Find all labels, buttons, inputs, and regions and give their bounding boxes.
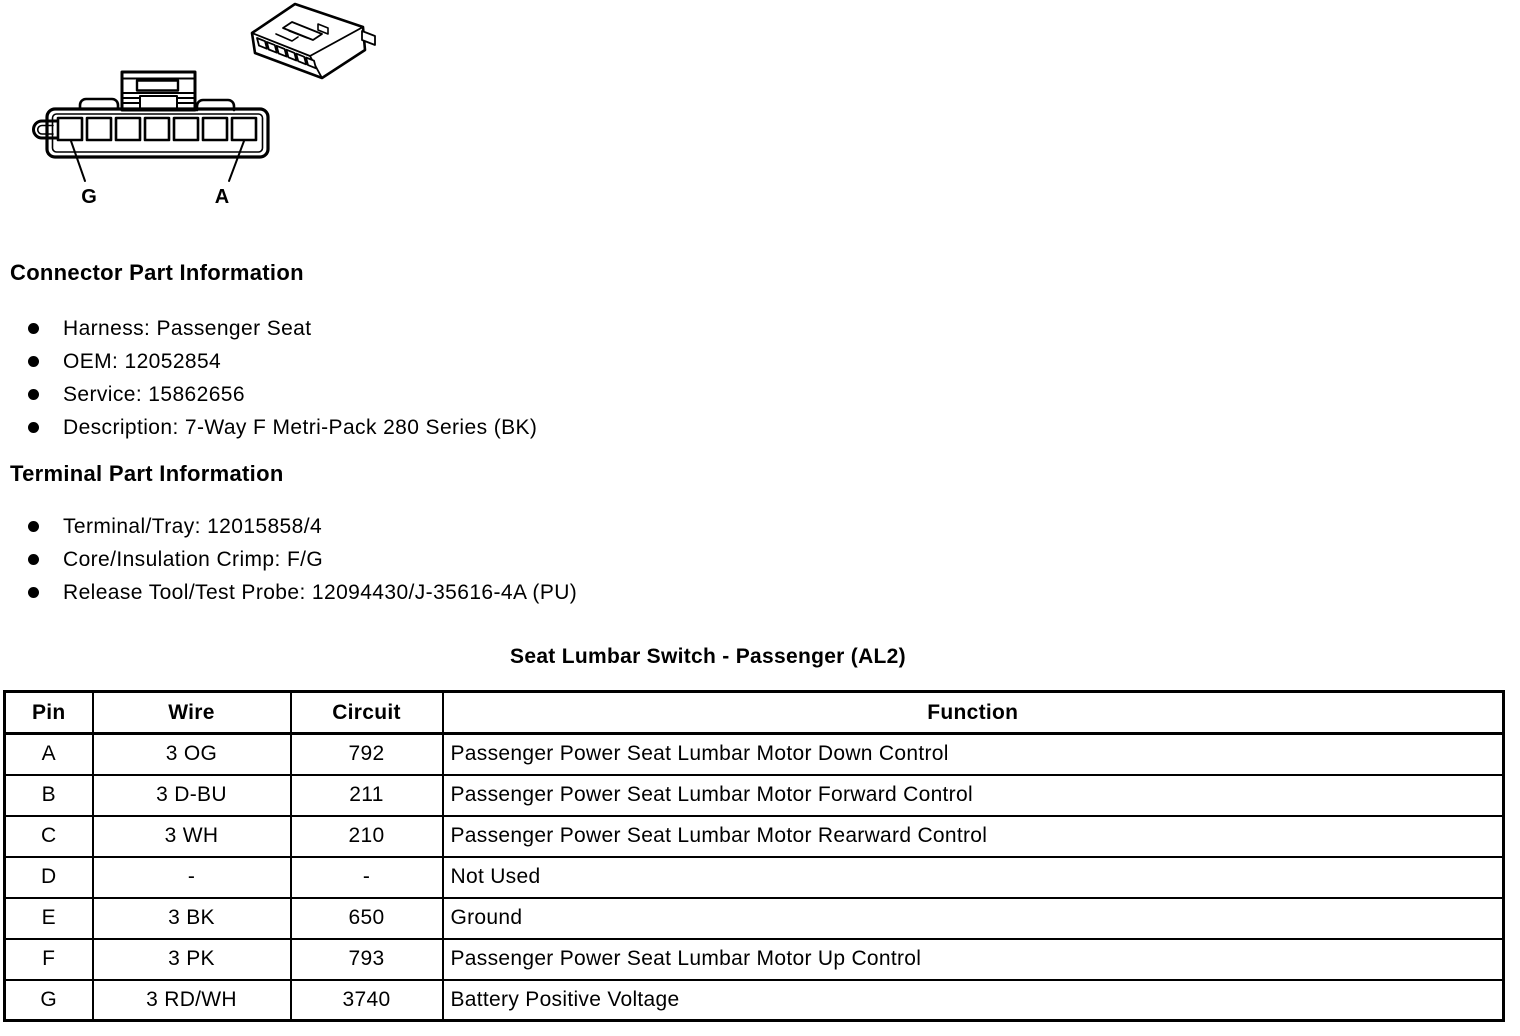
circuit-cell: 793: [291, 939, 443, 980]
terminal-part-info-heading: Terminal Part Information: [10, 461, 284, 486]
function-cell: Passenger Power Seat Lumbar Motor Down Control: [443, 734, 1504, 775]
list-item-label: Terminal/Tray: 12015858/4: [63, 514, 323, 538]
table-header-row: [5, 692, 1504, 734]
pinout-table-title: Seat Lumbar Switch - Passenger (AL2): [510, 645, 906, 668]
circuit-cell: 650: [291, 898, 443, 939]
list-item: [10, 543, 577, 576]
circuit-column-header: Circuit: [291, 692, 443, 734]
circuit-cell: 210: [291, 816, 443, 857]
table-row: [5, 857, 1504, 898]
wire-cell: 3 BK: [93, 898, 291, 939]
circuit-cell: 211: [291, 775, 443, 816]
function-column-header: Function: [443, 692, 1504, 734]
terminal-part-info-list: [10, 510, 577, 609]
list-item-label: OEM: 12052854: [63, 349, 222, 373]
connector-isometric-view: [252, 4, 375, 78]
function-cell: Passenger Power Seat Lumbar Motor Rearward Control: [443, 816, 1504, 857]
list-item-label: Service: 15862656: [63, 382, 245, 406]
pin-cell: G: [5, 980, 93, 1021]
function-cell: Passenger Power Seat Lumbar Motor Forward Control: [443, 775, 1504, 816]
pinout-table: [3, 690, 1505, 1022]
list-item: [10, 312, 537, 345]
list-item: [10, 576, 577, 609]
list-item: [10, 411, 537, 444]
a-pin-label: A: [214, 186, 230, 208]
bullet-icon: [28, 389, 39, 400]
list-item-label: Harness: Passenger Seat: [63, 316, 312, 340]
bullet-icon: [28, 422, 39, 433]
list-item: [10, 345, 537, 378]
pin-cell: D: [5, 857, 93, 898]
pin-cell: A: [5, 734, 93, 775]
function-cell: Passenger Power Seat Lumbar Motor Up Control: [443, 939, 1504, 980]
function-cell: Not Used: [443, 857, 1504, 898]
circuit-cell: -: [291, 857, 443, 898]
function-cell: Ground: [443, 898, 1504, 939]
leader-line-g: [71, 141, 85, 181]
pin-cell: C: [5, 816, 93, 857]
pin-column-header: Pin: [5, 692, 93, 734]
wire-cell: -: [93, 857, 291, 898]
bullet-icon: [28, 356, 39, 367]
connector-front-view: [34, 72, 269, 181]
table-row: [5, 980, 1504, 1021]
wire-cell: 3 PK: [93, 939, 291, 980]
pin-cell: B: [5, 775, 93, 816]
table-row: [5, 816, 1504, 857]
table-row: [5, 939, 1504, 980]
table-row: [5, 734, 1504, 775]
leader-line-a: [229, 141, 244, 181]
connector-diagram: [0, 0, 400, 215]
table-row: [5, 775, 1504, 816]
table-row: [5, 898, 1504, 939]
bullet-icon: [28, 554, 39, 565]
wire-cell: 3 D-BU: [93, 775, 291, 816]
list-item-label: Release Tool/Test Probe: 12094430/J-35616-4A (PU): [63, 580, 578, 604]
circuit-cell: 3740: [291, 980, 443, 1021]
pin-cell: F: [5, 939, 93, 980]
connector-part-info-heading: Connector Part Information: [10, 260, 304, 285]
list-item: [10, 378, 537, 411]
wire-cell: 3 OG: [93, 734, 291, 775]
bullet-icon: [28, 587, 39, 598]
bullet-icon: [28, 521, 39, 532]
pin-cell: E: [5, 898, 93, 939]
bullet-icon: [28, 323, 39, 334]
g-pin-label: G: [81, 186, 97, 208]
connector-part-info-list: [10, 312, 537, 444]
wire-cell: 3 WH: [93, 816, 291, 857]
circuit-cell: 792: [291, 734, 443, 775]
wire-column-header: Wire: [93, 692, 291, 734]
list-item: [10, 510, 577, 543]
wire-cell: 3 RD/WH: [93, 980, 291, 1021]
list-item-label: Core/Insulation Crimp: F/G: [63, 547, 324, 571]
list-item-label: Description: 7-Way F Metri-Pack 280 Series (BK): [63, 415, 538, 439]
function-cell: Battery Positive Voltage: [443, 980, 1504, 1021]
